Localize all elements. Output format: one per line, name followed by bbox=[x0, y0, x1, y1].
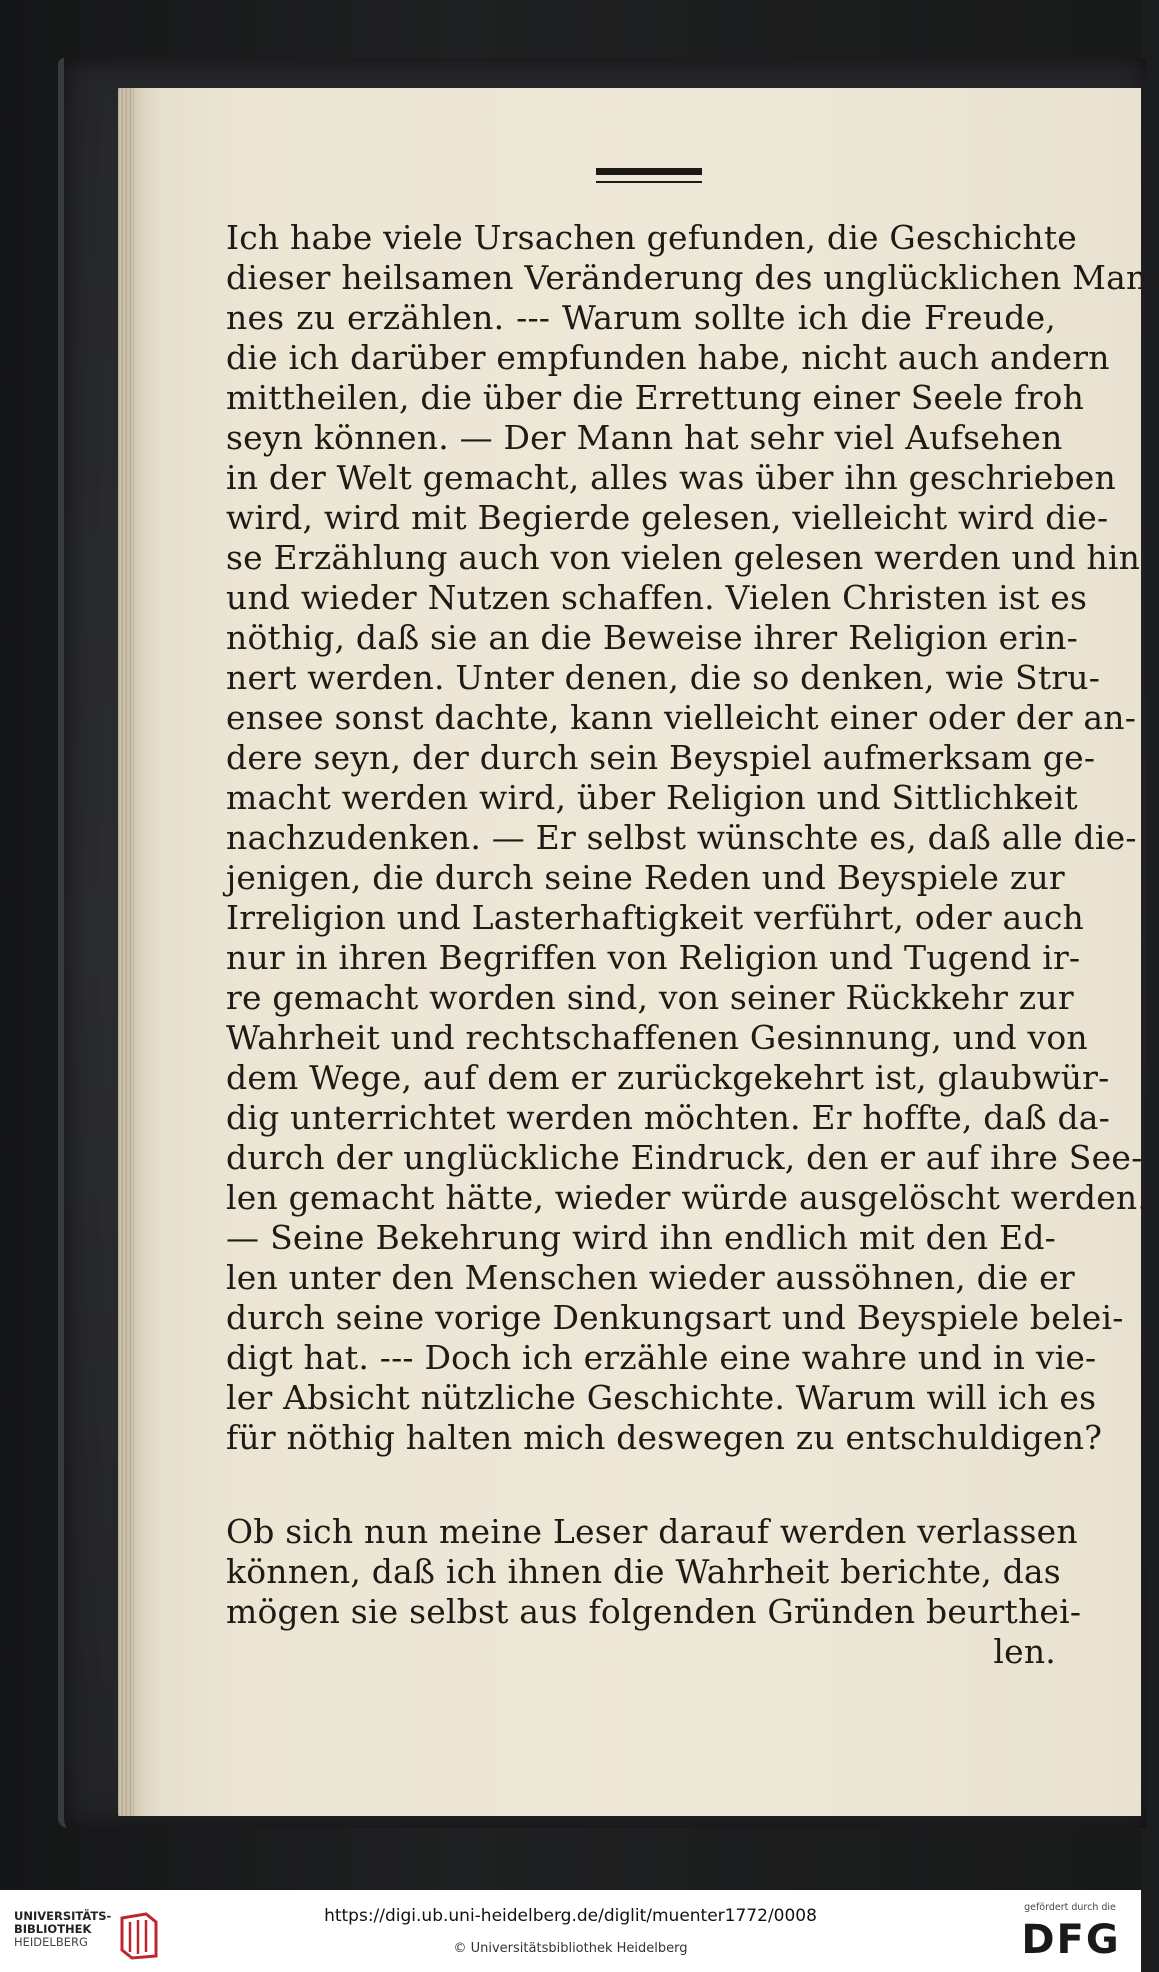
permalink-url[interactable]: https://digi.ub.uni-heidelberg.de/diglit/muenter1772/0008 bbox=[324, 1906, 817, 1926]
text-line: ensee sonst dachte, kann vielleicht einer oder der an- bbox=[226, 698, 1137, 737]
text-line: durch der unglückliche Eindruck, den er auf ihre See- bbox=[226, 1138, 1143, 1177]
header-rule-thick bbox=[596, 168, 702, 175]
text-line: Ob sich nun meine Leser darauf werden verlassen bbox=[226, 1512, 1078, 1551]
viewer-footer bbox=[0, 1890, 1141, 1972]
text-line: dig unterrichtet werden möchten. Er hoffte, daß da- bbox=[226, 1098, 1110, 1137]
text-line: nes zu erzählen. --- Warum sollte ich die Freude, bbox=[226, 298, 1056, 337]
text-line: len gemacht hätte, wieder würde ausgelöscht werden. bbox=[226, 1178, 1149, 1217]
paragraph-gap bbox=[226, 1458, 1056, 1512]
library-name-line3: HEIDELBERG bbox=[14, 1935, 88, 1949]
text-line: Irreligion und Lasterhaftigkeit verführt, oder auch bbox=[226, 898, 1084, 937]
text-line: dieser heilsamen Veränderung des unglücklichen Man- bbox=[226, 258, 1159, 297]
text-line: dere seyn, der durch sein Beyspiel aufmerksam ge- bbox=[226, 738, 1096, 777]
text-line: se Erzählung auch von vielen gelesen werden und hin bbox=[226, 538, 1141, 577]
text-line: ler Absicht nützliche Geschichte. Warum will ich es bbox=[226, 1378, 1097, 1417]
text-line: jenigen, die durch seine Reden und Beyspiele zur bbox=[226, 858, 1065, 897]
text-line: re gemacht worden sind, von seiner Rückkehr zur bbox=[226, 978, 1074, 1017]
text-line: — Seine Bekehrung wird ihn endlich mit den Ed- bbox=[226, 1218, 1056, 1257]
text-line: mögen sie selbst aus folgenden Gründen beurthei- bbox=[226, 1592, 1082, 1631]
catchword: len. bbox=[993, 1632, 1056, 1671]
text-line: nert werden. Unter denen, die so denken, wie Stru- bbox=[226, 658, 1101, 697]
text-line: dem Wege, auf dem er zurückgekehrt ist, glaubwür- bbox=[226, 1058, 1110, 1097]
text-line: für nöthig halten mich deswegen zu entschuldigen? bbox=[226, 1418, 1103, 1457]
header-rule-thin bbox=[596, 181, 702, 183]
dfg-logo: DFG bbox=[1021, 1917, 1121, 1963]
text-line: mittheilen, die über die Errettung einer Seele froh bbox=[226, 378, 1085, 417]
copyright-notice: © Universitätsbibliothek Heidelberg bbox=[453, 1941, 688, 1956]
text-line: nöthig, daß sie an die Beweise ihrer Religion erin- bbox=[226, 618, 1078, 657]
text-line: len unter den Menschen wieder aussöhnen, die er bbox=[226, 1258, 1075, 1297]
text-line: Ich habe viele Ursachen gefunden, die Geschichte bbox=[226, 218, 1078, 257]
text-line: digt hat. --- Doch ich erzähle eine wahre und in vie- bbox=[226, 1338, 1097, 1377]
text-line: durch seine vorige Denkungsart und Beyspiele belei- bbox=[226, 1298, 1124, 1337]
text-line: die ich darüber empfunden habe, nicht auch andern bbox=[226, 338, 1110, 377]
library-name-line1: UNIVERSITÄTS- bbox=[14, 1909, 112, 1923]
text-line: in der Welt gemacht, alles was über ihn geschrieben bbox=[226, 458, 1116, 497]
header-rule-ornament bbox=[596, 168, 702, 184]
dfg-funding[interactable] bbox=[1010, 1902, 1130, 1966]
library-name-line2: BIBLIOTHEK bbox=[14, 1922, 92, 1936]
text-line: Wahrheit und rechtschaffenen Gesinnung, und von bbox=[226, 1018, 1088, 1057]
funding-caption: gefördert durch die bbox=[1024, 1902, 1116, 1913]
text-line: können, daß ich ihnen die Wahrheit berichte, das bbox=[226, 1552, 1061, 1591]
text-line: nur in ihren Begriffen von Religion und Tugend ir- bbox=[226, 938, 1081, 977]
text-line: macht werden wird, über Religion und Sittlichkeit bbox=[226, 778, 1078, 817]
text-line: wird, wird mit Begierde gelesen, vielleicht wird die- bbox=[226, 498, 1109, 537]
text-line: und wieder Nutzen schaffen. Vielen Christen ist es bbox=[226, 578, 1088, 617]
text-line: nachzudenken. — Er selbst wünschte es, daß alle die- bbox=[226, 818, 1137, 857]
text-line: seyn können. — Der Mann hat sehr viel Aufsehen bbox=[226, 418, 1063, 457]
page-text bbox=[226, 218, 1159, 1672]
